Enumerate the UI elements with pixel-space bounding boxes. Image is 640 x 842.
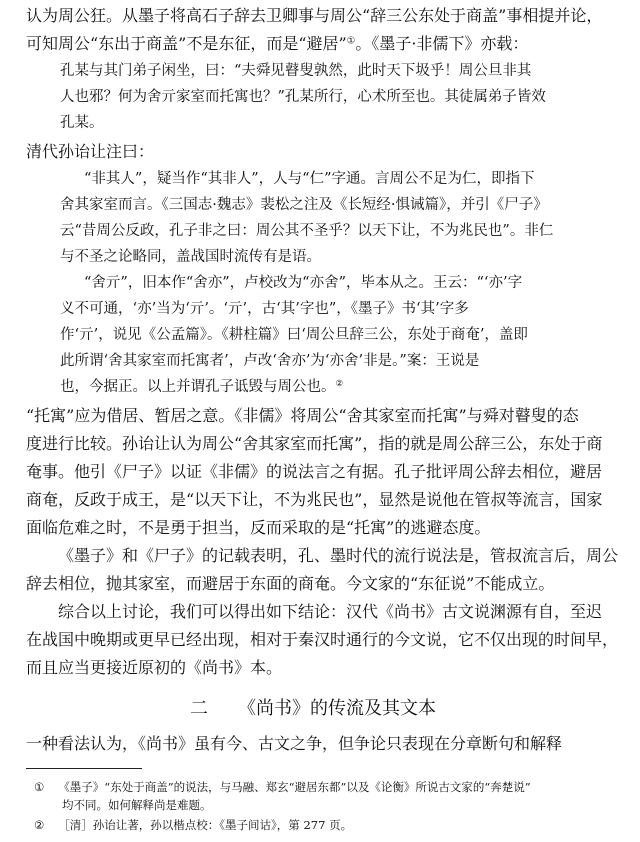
- body-line: 辞去相位，抛其家室，而避居于东面的商奄。今文家的“东征说”不能成立。: [26, 574, 555, 593]
- quote-line: 作‘亓’，说见《公孟篇》。《耕柱篇》曰‘周公旦辞三公，东处于商奄’，盖即: [60, 327, 528, 343]
- quote-line: 此所谓‘舍其家室而托寓者’，卢改‘舍亦’为‘亦舍’非是。”案：王说是: [60, 353, 480, 369]
- footnote-marker: ①: [34, 780, 45, 794]
- quote-text: 也，今据正。以上并谓孔子诋毁与周公也。: [60, 379, 336, 395]
- section-number: 二: [190, 698, 208, 719]
- body-line: 清代孙诒让注曰：: [26, 142, 155, 161]
- footnote-text: ［清］孙诒让著，孙以楷点校：《墨子间诂》，第 277 页。: [58, 818, 353, 832]
- body-line: 度进行比较。孙诒让认为周公“舍其家室而托寓”，指的就是周公辞三公，东处于商: [26, 434, 603, 453]
- quote-line: 舍其家室而言。《三国志·魏志》裴松之注及《长短经·惧诫篇》，并引《尸子》: [60, 197, 548, 213]
- body-line: 而且应当更接近原初的《尚书》本。: [26, 658, 283, 677]
- footnote-text: 《墨子》“东处于商盖”的说法，与马融、郑玄“避居东都”以及《论衡》所说古文家的“奔楚说”: [58, 780, 531, 794]
- quote-line: 云“昔周公反政，孔子非之曰：周公其不圣乎？以天下让，不为兆民也”。非仁: [60, 223, 554, 239]
- footnote-marker: ②: [34, 818, 45, 832]
- body-line: 一种看法认为，《尚书》虽有今、古文之争，但争论只表现在分章断句和解释: [26, 734, 563, 753]
- footnote-ref[interactable]: ①: [346, 35, 356, 47]
- section-heading: [190, 700, 436, 718]
- body-line: “托寓”应为借居、暂居之意。《非儒》将周公“舍其家室而托寓”与舜对瞽叟的态: [26, 406, 579, 425]
- body-line: 奄事。他引《尸子》以证《非儒》的说法言之有据。孔子批评周公辞去相位，避居: [26, 462, 603, 481]
- quote-line: 人也邪？何为舍亓家室而托寓也？”孔某所行，心术所至也。其徒属弟子皆效: [60, 89, 546, 105]
- body-line: 在战国中晚期或更早已经出现，相对于秦汉时通行的今文说，它不仅出现的时间早，: [26, 630, 619, 649]
- body-line: 认为周公狂。从墨子将高石子辞去卫卿事与周公“辞三公东处于商盖”事相提并论，: [26, 6, 603, 25]
- quote-line: [60, 380, 343, 395]
- footnote: [34, 820, 352, 832]
- body-line: 面临危难之时，不是勇于担当，反而采取的是“托寓”的逃避态度。: [26, 518, 491, 537]
- section-title: 《尚书》的传流及其文本: [238, 698, 436, 719]
- footnote-ref[interactable]: ②: [335, 378, 344, 389]
- body-line: 综合以上讨论，我们可以得出如下结论：汉代《尚书》古文说渊源有自，至迟: [58, 602, 603, 621]
- footnote-text: 均不同。如何解释尚是难题。: [62, 798, 212, 812]
- quote-line: 与不圣之论略同，盖战国时流传有是语。: [60, 249, 321, 265]
- quote-line: “舍亓”，旧本作“舍亦”，卢校改为“亦舍”，毕本从之。王云：“‘亦’字: [84, 275, 523, 291]
- body-line: 《墨子》和《尸子》的记载表明，孔、墨时代的流行说法是，管叔流言后，周公: [58, 546, 619, 565]
- body-line: [26, 36, 528, 52]
- footnote-divider: [26, 768, 142, 769]
- quote-line: 义不可通，‘亦’当为‘亓’。‘亓’，古‘其’字也”，《墨子》书‘其’字多: [60, 301, 469, 317]
- quote-line: 孔某。: [60, 115, 104, 131]
- quote-line: “非其人”，疑当作“其非人”，人与“仁”字通。言周公不足为仁，即指下: [84, 171, 535, 187]
- body-text: 可知周公“东出于商盖”不是东征，而是“避居”: [26, 34, 347, 53]
- body-text: 。《墨子·非儒下》亦载：: [355, 34, 529, 53]
- body-line: 商奄，反政于成王，是“以天下让，不为兆民也”，显然是说他在管叔等流言，国家: [26, 490, 603, 509]
- footnote: [34, 782, 531, 794]
- quote-line: 孔某与其门弟子闲坐，曰：“夫舜见瞽叟孰然，此时天下圾乎！周公旦非其: [60, 63, 532, 79]
